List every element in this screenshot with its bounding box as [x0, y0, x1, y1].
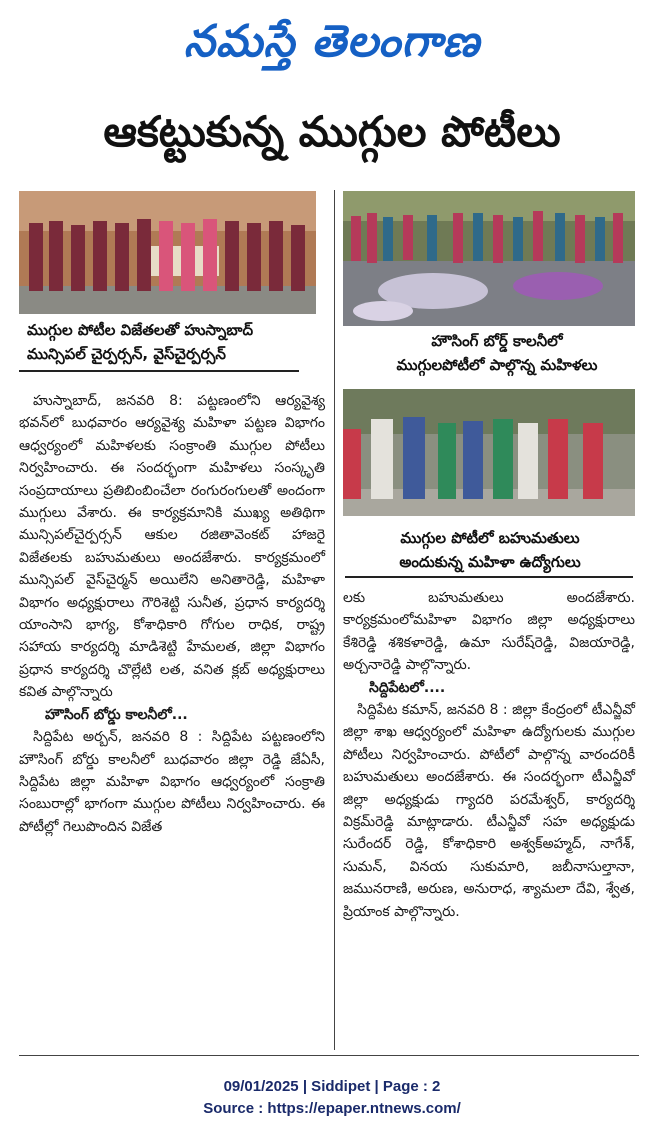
- caption-housing-line-1: హౌసింగ్ బోర్డ్ కాలనీలో: [431, 332, 563, 350]
- caption-employees: [345, 526, 635, 574]
- caption-winners: [27, 318, 317, 366]
- photo-winners-group: [19, 191, 316, 314]
- photo-winners-image: [19, 191, 316, 314]
- headline: ఆకట్టుకున్న ముగ్గుల పోటీలు: [103, 107, 561, 156]
- article-paragraph-siddipet-urban: సిద్దిపేట అర్బన్, జనవరి 8 : సిద్దిపేట పట్టణంలోని హౌసింగ్ బోర్డు కాలనీలో బుధవారం జిల్లా రెడ్డి జేఏసీ, సిద్దిపేట జిల్లా మహిళా విభాగం ఆధ్వర్యంలో సంక్రాతి సంబురాల్లో భాగంగా ముగ్గుల పోటీలు నిర్వహించారు. ఈ పోటీల్లో గెలుపొందిన విజేత: [19, 729, 325, 835]
- column-divider: [334, 190, 335, 1050]
- caption-winners-line-1: ముగ్గుల పోటీల విజేతలతో హుస్నాబాద్: [27, 321, 254, 339]
- photo-employees-prizes: [343, 389, 635, 516]
- masthead: [0, 0, 664, 84]
- divider-right: [345, 576, 633, 578]
- photo-employees-image: [343, 389, 635, 516]
- footer: [0, 1076, 664, 1120]
- photo-housing-image: [343, 191, 635, 326]
- caption-housing-line-2: ముగ్గులపోటీలో పాల్గొన్న మహిళలు: [396, 356, 598, 374]
- footer-source: Source : https://epaper.ntnews.com/: [203, 1100, 461, 1117]
- article-left-column: [19, 390, 325, 838]
- masthead-logo: నమస్తే తెలంగాణ: [183, 16, 481, 67]
- photo-housing-board: [343, 191, 635, 326]
- subheading-siddipet: సిద్దిపేటలో....: [369, 679, 446, 696]
- article-paragraph-siddipet-kaman: సిద్దిపేట కమాన్, జనవరి 8 : జిల్లా కేంద్రంలో టీఎన్జీవో జిల్లా శాఖ ఆధ్వర్యంలో మహిళా ఉద్యోగులకు ముగ్గుల పోటీలు నిర్వహించారు. పోటీలో పాల్గొన్న వారందరికీ బహుమతులు అందజేశారు. ఈ సందర్భంగా టీఎన్జీవో జిల్లా అధ్యక్షుడు గ్యాదరి పరమేశ్వర్, కార్యదర్శి విక్రమ్‌రెడ్డి మాట్లాడారు. టీఎన్జీవో సహ అధ్యక్షుడు సురేందర్ రెడ్డి, కోశాధికారి అశ్వక్‌అహ్మద్, నాగేశ్, సుమన్, వినయ సుకుమారి, జబీనాసుల్తానా, జమునరాణి, అరుణ, అనురాధ, శ్యామలా దేవి, శ్వేత, ప్రియాంక పాల్గొన్నారు.: [343, 702, 635, 920]
- divider-left: [19, 370, 299, 372]
- footer-date-edition-page: 09/01/2025 | Siddipet | Page : 2: [223, 1078, 441, 1095]
- caption-housing: [362, 329, 632, 377]
- subheading-housing-board: హౌసింగ్ బోర్డు కాలనీలో...: [45, 706, 188, 723]
- caption-employees-line-2: అందుకున్న మహిళా ఉద్యోగులు: [399, 553, 581, 571]
- article-paragraph-husnabad: హుస్నాబాద్, జనవరి 8: పట్టణంలోని ఆర్యవైశ్య భవన్‌లో బుధవారం ఆర్యవైశ్య మహిళా పట్టణ విభాగం ఆధ్వర్యంలో మహిళలకు సంక్రాంతి ముగ్గుల పోటీలు నిర్వహించారు. ఈ సందర్భంగా మహిళలు సంస్కృతి సంప్రదాయాలు ప్రతిబింబించేలా రంగురంగులతో అందంగా ముగ్గులు వేశారు. ఈ కార్యక్రమానికి ముఖ్య అతిథిగా మున్సిపల్‌చైర్పర్సన్ ఆకుల రజితావెంకట్ హాజరై విజేతలకు బహుమతులు అందజేశారు. కార్యక్రమంలో మున్సిపల్ వైస్‌చైర్మన్ అయిలేని అనితారెడ్డి, మహిళా విభాగం అధ్యక్షురాలు గౌరిశెట్టి సునీత, ప్రధాన కార్యదర్శి యాంసాని భాగ్య, కోశాధికారి గోగుల రాధిక, రాష్ట్ర సహాయ కార్యదర్శి మాడిశెట్టి హేమలత, జిల్లా విభాగం ప్రధాన కార్యదర్శి చొల్లేటి లత, వనిత క్లబ్ అధ్యక్షురాలు కవిత పాల్గొన్నారు: [19, 393, 325, 701]
- article-right-column: [343, 587, 635, 923]
- caption-winners-line-2: మున్సిపల్ చైర్పర్సన్, వైస్‌చైర్పర్సన్: [27, 345, 226, 363]
- caption-employees-line-1: ముగ్గుల పోటీలో బహుమతులు: [400, 529, 580, 547]
- article-paragraph-continued: లకు బహుమతులు అందజేశారు. కార్యక్రమంలోమహిళా విభాగం జిల్లా అధ్యక్షురాలు కేశిరెడ్డి శశికళారెడ్డి, ఉమా సురేష్‌రెడ్డి, విజయారెడ్డి, అర్చనారెడ్డి పాల్గొన్నారు.: [343, 590, 635, 674]
- bottom-rule: [19, 1055, 639, 1056]
